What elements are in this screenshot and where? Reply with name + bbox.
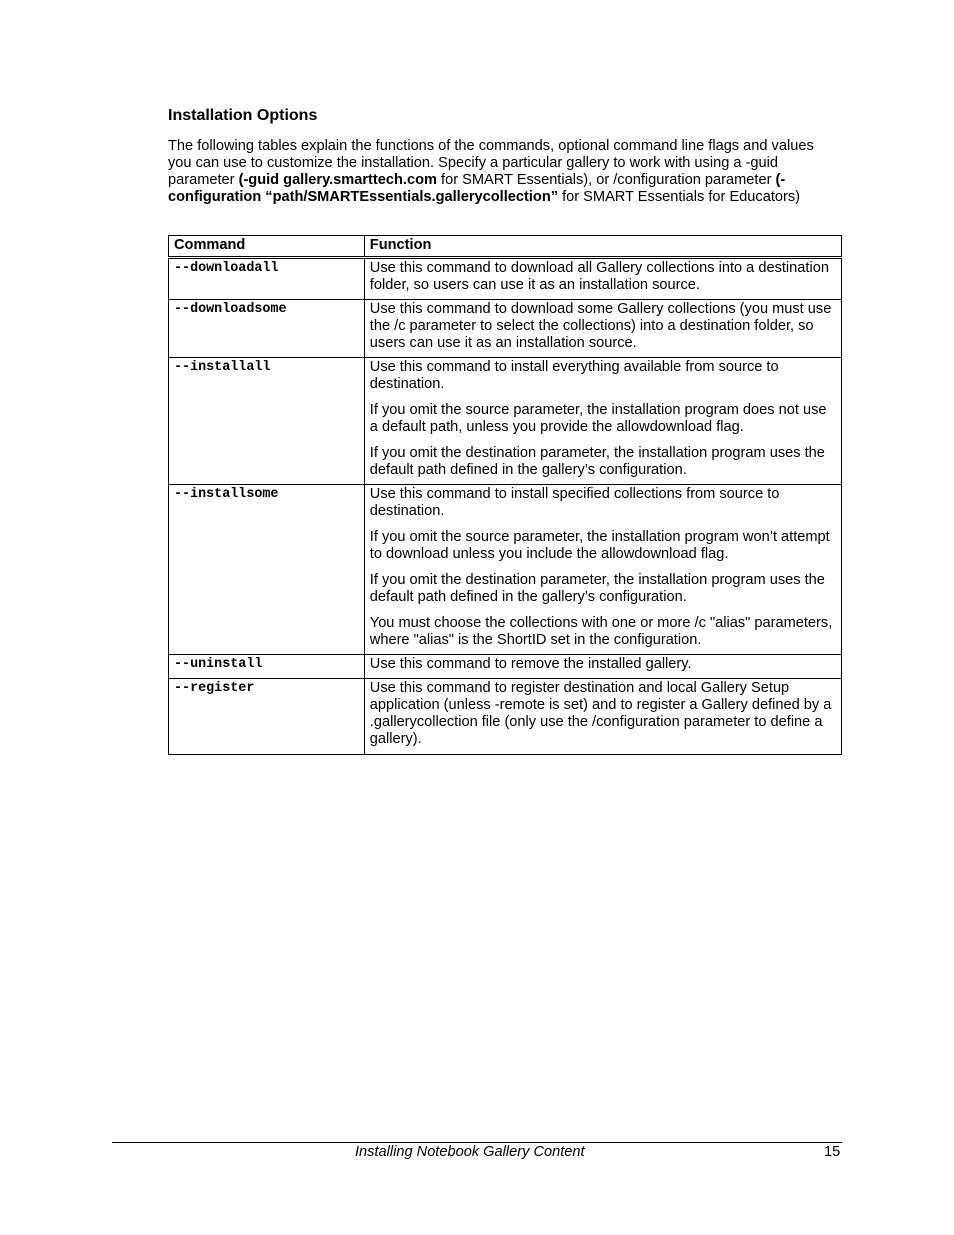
table-row	[169, 300, 842, 358]
function-cell	[364, 679, 841, 755]
command-cell: --uninstall	[169, 655, 365, 679]
command-cell: --downloadall	[169, 258, 365, 300]
commands-table	[168, 235, 842, 755]
header-function: Function	[364, 236, 841, 258]
command-cell: --downloadsome	[169, 300, 365, 358]
table-row	[169, 485, 842, 655]
function-paragraph: If you omit the source parameter, the installation program does not use a default path, unless you provide the allowdownload flag.	[369, 402, 827, 435]
command-cell: --installsome	[169, 485, 365, 655]
section-heading: Installation Options	[168, 107, 318, 124]
function-cell	[364, 655, 841, 679]
intro-configuration-example: (-configuration “path/SMARTEssentials.gallerycollection”	[168, 172, 786, 205]
intro-text-3: for SMART Essentials for Educators)	[558, 189, 801, 205]
function-cell	[364, 485, 841, 655]
function-paragraph: If you omit the source parameter, the installation program won’t attempt to download unless you include the allowdownload flag.	[369, 529, 830, 562]
intro-guid-example: (-guid gallery.smarttech.com	[238, 172, 437, 188]
function-paragraph: You must choose the collections with one or more /c "alias" parameters, where "alias" is the ShortID set in the configuration.	[369, 615, 833, 648]
footer-divider	[112, 1142, 842, 1143]
function-paragraph: If you omit the destination parameter, the installation program uses the default path defined in the gallery’s configuration.	[369, 572, 825, 605]
table-header-row	[169, 236, 842, 258]
table-row	[169, 358, 842, 485]
function-cell	[364, 258, 841, 300]
footer-chapter-title: Installing Notebook Gallery Content	[355, 1144, 585, 1160]
command-cell: --register	[169, 679, 365, 755]
page-number: 15	[824, 1144, 841, 1160]
header-command: Command	[169, 236, 365, 258]
table-row	[169, 258, 842, 300]
function-cell	[364, 300, 841, 358]
command-cell: --installall	[169, 358, 365, 485]
function-paragraph: Use this command to install specified collections from source to destination.	[369, 486, 780, 519]
function-paragraph: If you omit the destination parameter, the installation program uses the default path defined in the gallery’s configuration.	[369, 445, 825, 478]
table-row	[169, 655, 842, 679]
function-paragraph: Use this command to download all Gallery collections into a destination folder, so users can use it as an installation source.	[369, 260, 829, 293]
intro-text-2: for SMART Essentials), or /configuration parameter	[437, 172, 776, 188]
function-paragraph: Use this command to download some Gallery collections (you must use the /c parameter to select the collections) into a destination folder, so users can use it as an installation source.	[369, 301, 832, 351]
intro-paragraph	[168, 138, 838, 206]
function-cell	[364, 358, 841, 485]
function-paragraph: Use this command to register destination and local Gallery Setup application (unless -remote is set) and to register a Gallery defined by a .gallerycollection file (only use the /configuration parameter to define a gallery).	[369, 680, 832, 747]
intro-text-1: The following tables explain the functions of the commands, optional command line flags and values you can use to customize the installation. Specify a particular gallery to work with using a -guid parameter	[168, 138, 814, 188]
function-paragraph: Use this command to install everything available from source to destination.	[369, 359, 779, 392]
function-paragraph: Use this command to remove the installed gallery.	[369, 656, 692, 672]
table-row	[169, 679, 842, 755]
